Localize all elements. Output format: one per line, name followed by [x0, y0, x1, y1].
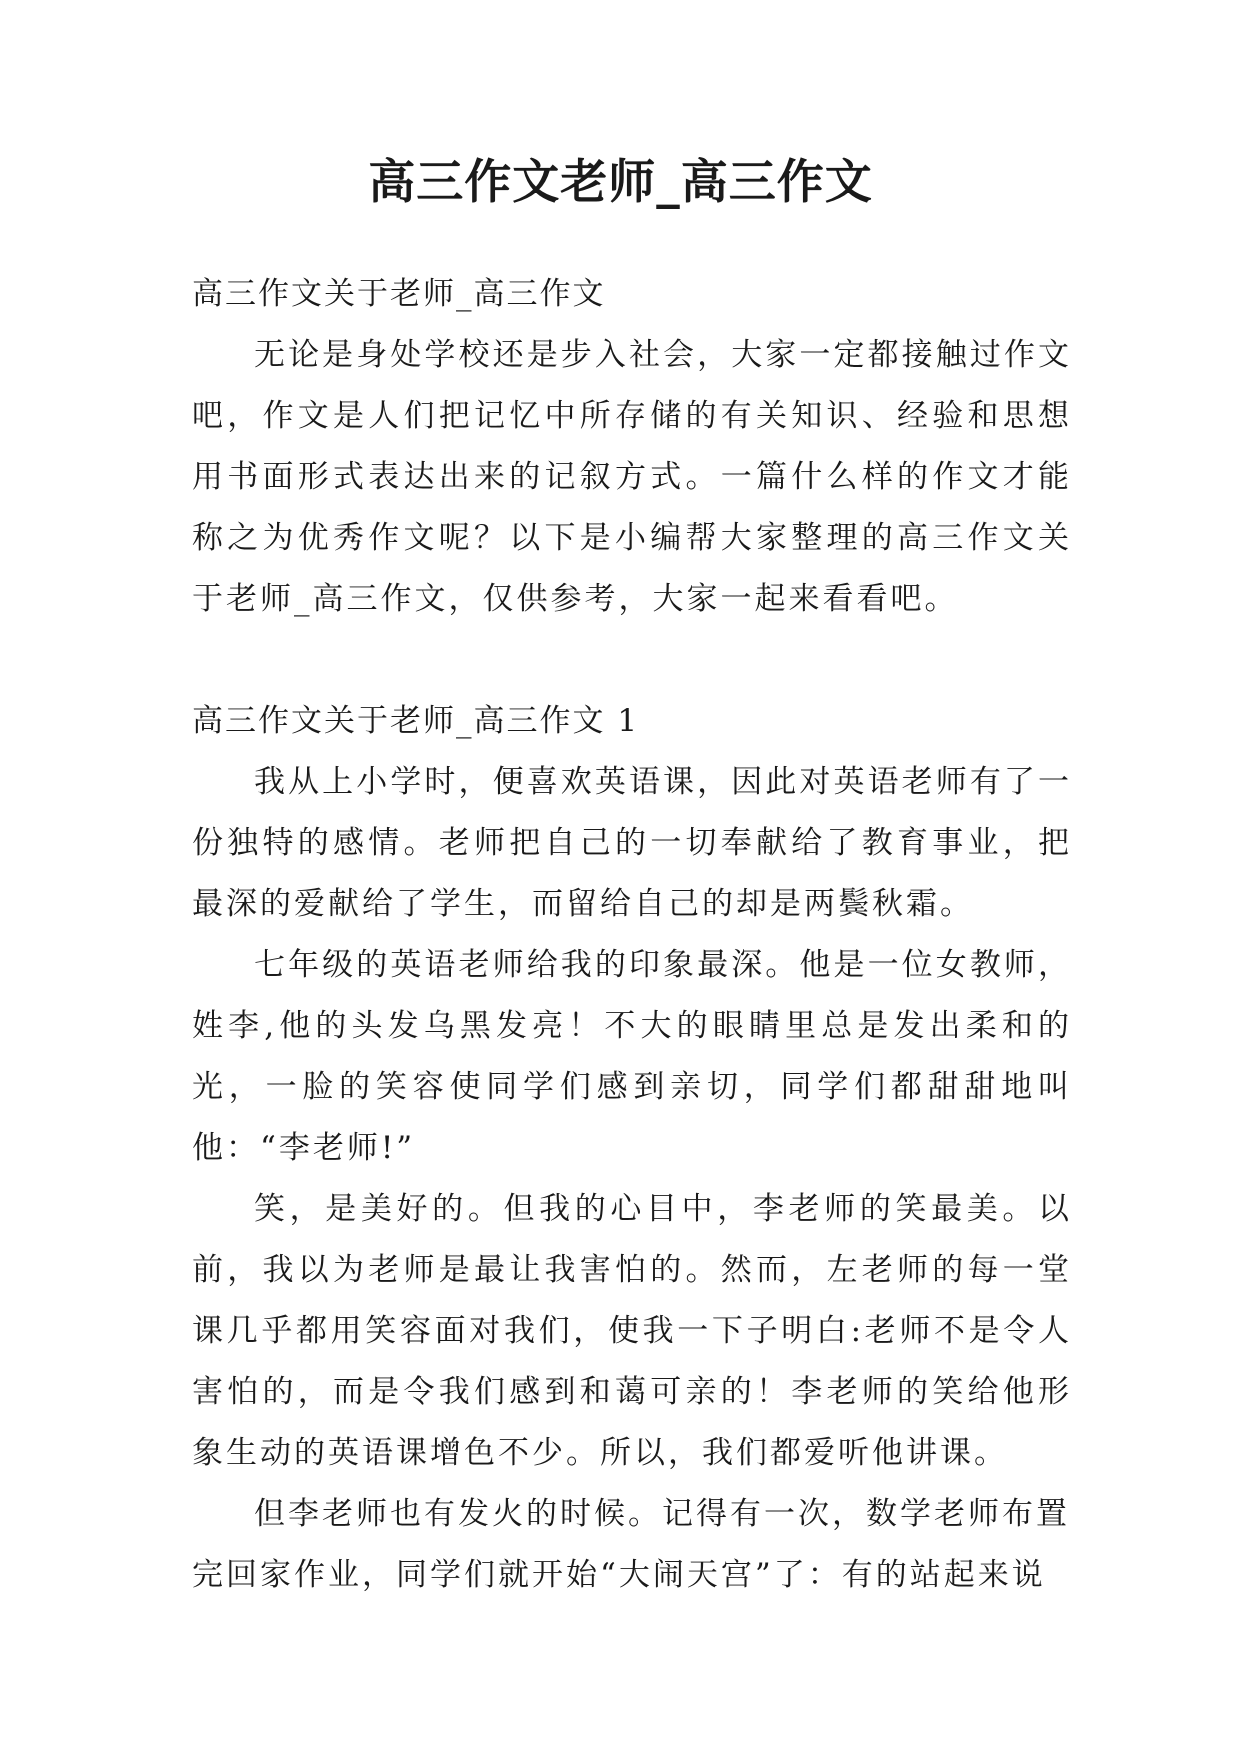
essay-paragraph-1: 我从上小学时，便喜欢英语课，因此对英语老师有了一份独特的感情。老师把自己的一切奉献给了教育事业，把最深的爱献给了学生，而留给自己的却是两鬓秋霜。 [192, 764, 1072, 922]
essay-paragraph-2: 七年级的英语老师给我的印象最深。他是一位女教师，姓李,他的头发乌黑发亮！不大的眼睛里总是发出柔和的光，一脸的笑容使同学们感到亲切，同学们都甜甜地叫他：“李老师!” [192, 947, 1072, 1166]
essay-paragraph-4-line-1: 但李老师也有发火的时候。记得有一次，数学老师布置 [254, 1496, 1070, 1532]
intro-heading: 高三作文关于老师_高三作文 [192, 276, 606, 312]
section-spacer [192, 630, 1072, 691]
document-body [192, 264, 1072, 1606]
essay-heading: 高三作文关于老师_高三作文 1 [192, 703, 640, 739]
intro-paragraph: 无论是身处学校还是步入社会，大家一定都接触过作文吧，作文是人们把记忆中所存储的有关知识、经验和思想用书面形式表达出来的记叙方式。一篇什么样的作文才能称之为优秀作文呢？以下是小编帮大家整理的高三作文关于老师_高三作文，仅供参考，大家一起来看看吧。 [192, 337, 1072, 617]
essay-paragraph-4-line-2: 完回家作业，同学们就开始“大闹天宫”了：有的站起来说 [192, 1557, 1046, 1593]
essay-paragraph-3: 笑，是美好的。但我的心目中，李老师的笑最美。以前，我以为老师是最让我害怕的。然而，左老师的每一堂课几乎都用笑容面对我们，使我一下子明白:老师不是令人害怕的，而是令我们感到和蔼可亲的！李老师的笑给他形象生动的英语课增色不少。所以，我们都爱听他讲课。 [192, 1191, 1072, 1471]
document-title: 高三作文老师_高三作文 [368, 155, 873, 210]
